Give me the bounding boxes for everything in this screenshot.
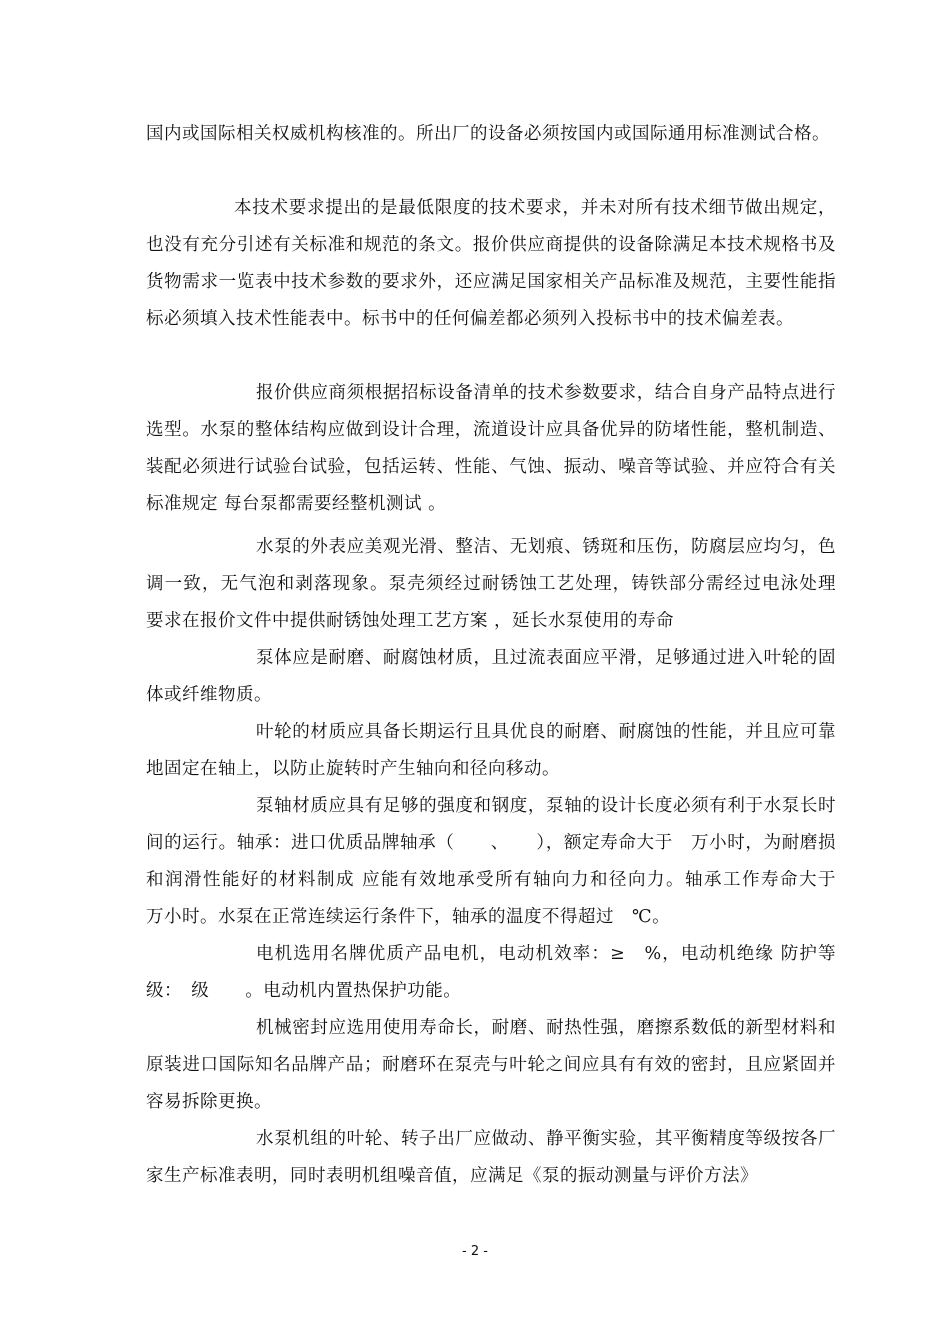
paragraph-9: 机械密封应选用使用寿命长，耐磨、耐热性强，磨擦系数低的新型材料和原装进口国际知名品牌产品；耐磨环在泵壳与叶轮之间应具有有效的密封，且应紧固并容易拆除更换。 [146,1018,836,1112]
paragraph-4: 水泵的外表应美观光滑、整洁、无划痕、锈斑和压伤，防腐层应均匀，色调一致，无气泡和剥落现象。泵壳须经过耐锈蚀工艺处理，铸铁部分需经过电泳处理 要求在报价文件中提供耐锈蚀处理工艺方案 ，延长水泵使用的寿命 [146,537,836,631]
paragraph-5: 泵体应是耐磨、耐腐蚀材质，且过流表面应平滑，足够通过进入叶轮的固体或纤维物质。 [146,648,836,705]
paragraph-6: 叶轮的材质应具备长期运行且具优良的耐磨、耐腐蚀的性能，并且应可靠地固定在轴上，以防止旋转时产生轴向和径向移动。 [146,722,836,779]
paragraph-7: 泵轴材质应具有足够的强度和钢度，泵轴的设计长度必须有利于水泵长时间的运行。轴承：进口优质品牌轴承（ 、 ），额定寿命大于 万小时，为耐磨损和润滑性能好的材料制成 应能有效地承受所有轴向力和径向力。轴承工作寿命大于 万小时。水泵在正常连续运行条件下，轴承的温度不得超过 ℃。 [146,796,854,927]
paragraph-2: 本技术要求提出的是最低限度的技术要求，并未对所有技术细节做出规定，也没有充分引述有关标准和规范的条文。报价供应商提供的设备除满足本技术规格书及货物需求一览表中技术参数的要求外，还应满足国家相关产品标准及规范，主要性能指标必须填入技术性能表中。标书中的任何偏差都必须列入投标书中的技术偏差表。 [146,198,836,329]
paragraph-1: 国内或国际相关权威机构核准的。所出厂的设备必须按国内或国际通用标准测试合格。 [146,124,830,144]
paragraph-3: 报价供应商须根据招标设备清单的技术参数要求，结合自身产品特点进行选型。水泵的整体结构应做到设计合理，流道设计应具备优异的防堵性能，整机制造、装配必须进行试验台试验，包括运转、性能、气蚀、振动、噪音等试验、并应符合有关标准规定 每台泵都需要经整机测试 。 [146,383,836,514]
paragraph-10: 水泵机组的叶轮、转子出厂应做动、静平衡实验，其平衡精度等级按各厂家生产标准表明，同时表明机组噪音值，应满足《泵的振动测量与评价方法》 [146,1129,836,1186]
paragraph-8: 电机选用名牌优质产品电机，电动机效率：≥ %，电动机绝缘 防护等级： 级 。电动机内置热保护功能。 [146,944,836,1001]
page-number: - 2 - [462,1244,488,1259]
